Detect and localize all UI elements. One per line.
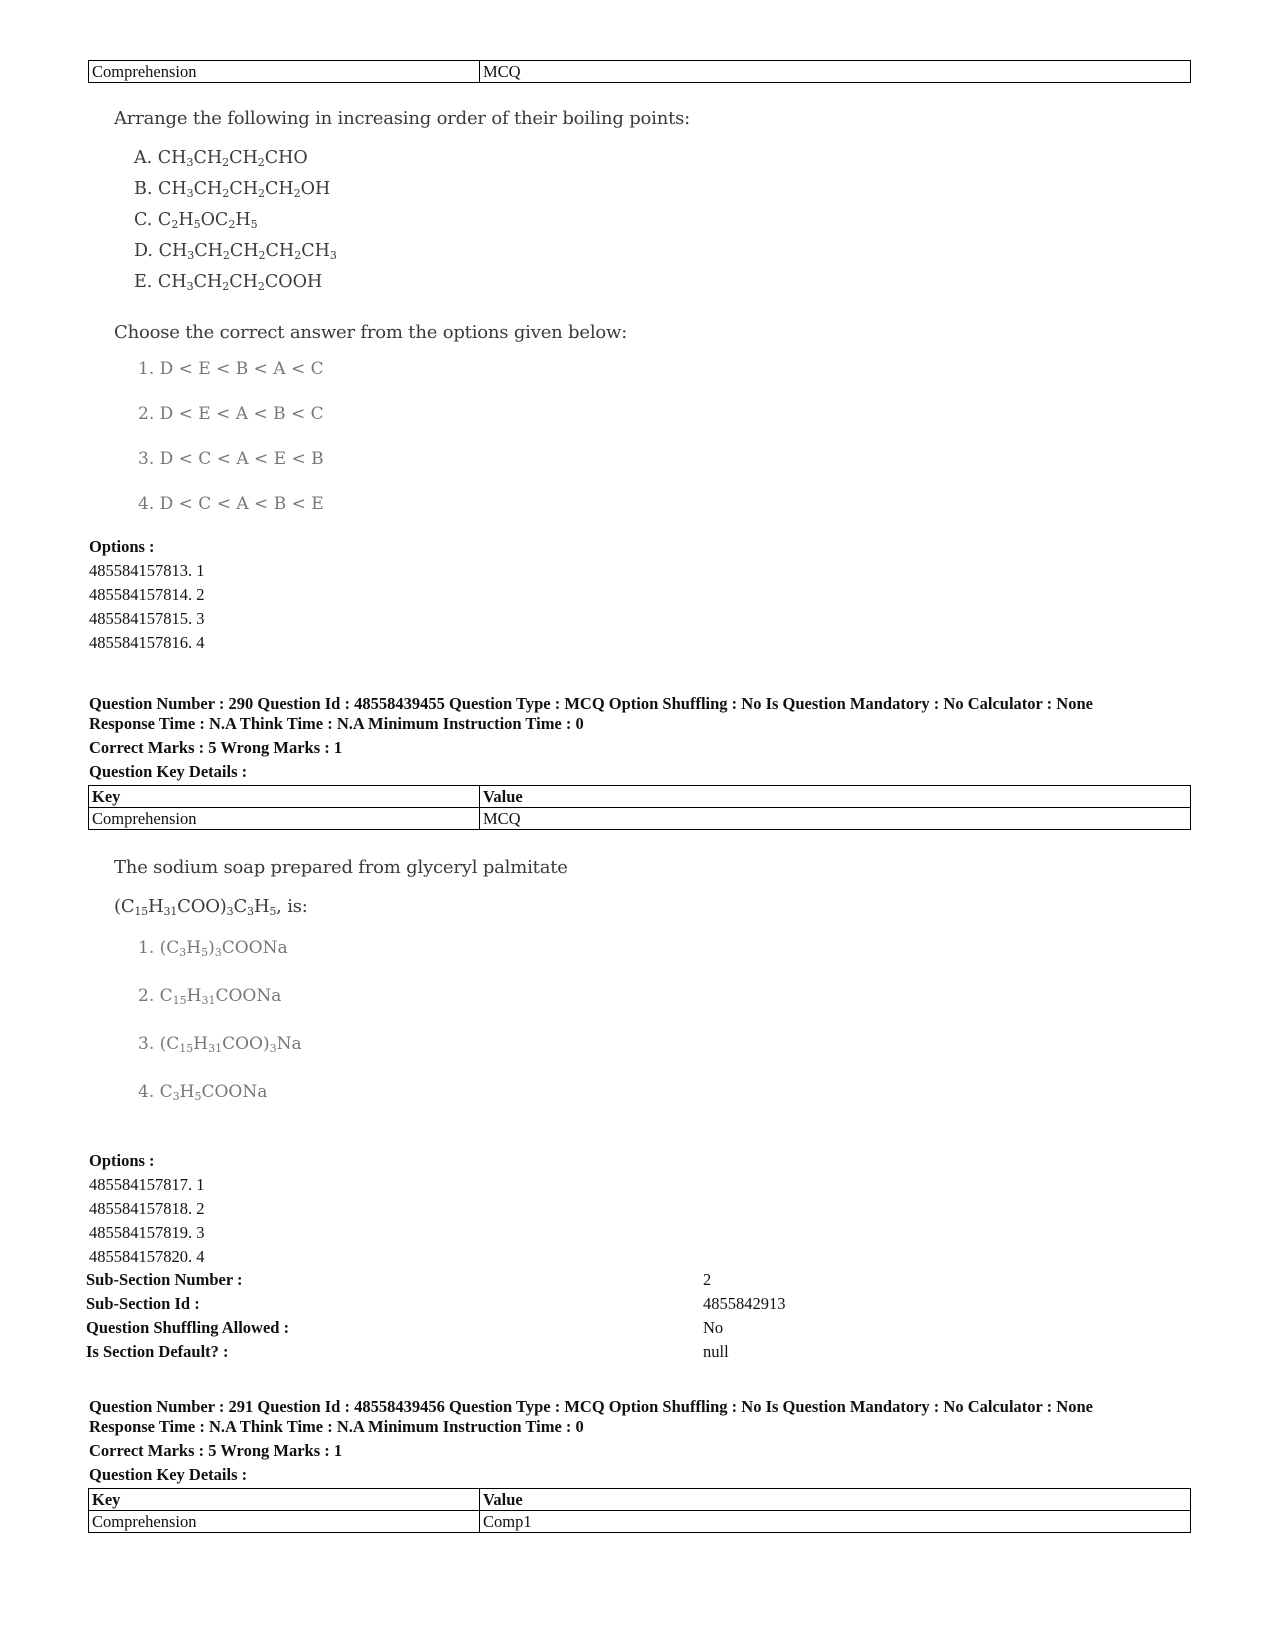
answer-choice-3: 3. D < C < A < E < B xyxy=(138,449,324,469)
options-label: Options : xyxy=(89,537,155,556)
subsection-row xyxy=(86,1318,986,1342)
compound-c: C. $C_2H_5OC_2H_5$ xyxy=(134,210,258,231)
table-row xyxy=(89,1511,1191,1533)
table-cell-value: MCQ xyxy=(480,61,1191,83)
question-image-290 xyxy=(114,857,568,1130)
choose-instruction: Choose the correct answer from the options given below: xyxy=(114,322,628,343)
option-item: 485584157816. 4 xyxy=(89,633,205,652)
subsection-value: No xyxy=(703,1318,724,1337)
subsection-info xyxy=(86,1270,986,1366)
option-item: 485584157818. 2 xyxy=(89,1199,205,1218)
compound-b: B. $CH_3CH_2CH_2CH_2OH$ xyxy=(134,179,331,200)
top-key-table xyxy=(88,60,1191,83)
table-header-value: Value xyxy=(480,1489,1191,1511)
question-key-details-label: Question Key Details : xyxy=(89,762,248,781)
answer-choices xyxy=(138,938,568,1130)
table-header-key: Key xyxy=(89,786,480,808)
subsection-value: null xyxy=(703,1342,729,1361)
table-cell-value: Comp1 xyxy=(480,1511,1191,1533)
subsection-row xyxy=(86,1342,986,1366)
table-header-row xyxy=(89,786,1191,808)
subsection-label: Sub-Section Id : xyxy=(86,1294,200,1313)
subsection-label: Question Shuffling Allowed : xyxy=(86,1318,290,1337)
question-stem: Arrange the following in increasing order of their boiling points: xyxy=(114,108,691,129)
table-cell-key: Comprehension xyxy=(89,61,480,83)
answer-choice-3: 3. $(C_{15}H_{31}COO)_3Na$ xyxy=(138,1034,302,1055)
table-header-row xyxy=(89,1489,1191,1511)
question-meta-line1: Question Number : 291 Question Id : 48558439456 Question Type : MCQ Option Shuffling : No Is Question Mandatory : No Calculator : None xyxy=(89,1397,1093,1416)
option-item: 485584157820. 4 xyxy=(89,1247,205,1266)
subsection-value: 4855842913 xyxy=(703,1294,786,1313)
question-marks: Correct Marks : 5 Wrong Marks : 1 xyxy=(89,738,343,757)
table-row xyxy=(89,808,1191,830)
table-row xyxy=(89,61,1191,83)
option-item: 485584157819. 3 xyxy=(89,1223,205,1242)
answer-choice-2: 2. D < E < A < B < C xyxy=(138,404,324,424)
question-stem: The sodium soap prepared from glyceryl palmitate xyxy=(114,857,568,878)
question-image-289 xyxy=(114,108,690,539)
compound-a: A. $CH_3CH_2CH_2CHO$ xyxy=(134,148,308,169)
options-block-290 xyxy=(89,1149,205,1269)
table-header-value: Value xyxy=(480,786,1191,808)
compound-e: E. $CH_3CH_2CH_2COOH$ xyxy=(134,272,323,293)
question-key-details-label: Question Key Details : xyxy=(89,1465,248,1484)
question-meta-line2: Response Time : N.A Think Time : N.A Minimum Instruction Time : 0 xyxy=(89,714,584,733)
question-marks: Correct Marks : 5 Wrong Marks : 1 xyxy=(89,1441,343,1460)
option-item: 485584157813. 1 xyxy=(89,561,205,580)
subsection-label: Is Section Default? : xyxy=(86,1342,229,1361)
table-cell-value: MCQ xyxy=(480,808,1191,830)
compound-list xyxy=(134,145,690,300)
answer-choice-2: 2. $C_{15}H_{31}COONa$ xyxy=(138,986,282,1007)
answer-choice-4: 4. D < C < A < B < E xyxy=(138,494,324,514)
question-meta-line2: Response Time : N.A Think Time : N.A Minimum Instruction Time : 0 xyxy=(89,1417,584,1436)
answer-choice-1: 1. D < E < B < A < C xyxy=(138,359,324,379)
subsection-row xyxy=(86,1294,986,1318)
table-cell-key: Comprehension xyxy=(89,1511,480,1533)
subsection-value: 2 xyxy=(703,1270,712,1289)
subsection-row xyxy=(86,1270,986,1294)
answer-choice-1: 1. $(C_3H_5)_3COONa$ xyxy=(138,938,288,959)
answer-choices xyxy=(138,359,690,539)
question-stem-formula: $(C_{15}H_{31}COO)_3C_3H_5$, is: xyxy=(114,896,308,918)
table-header-key: Key xyxy=(89,1489,480,1511)
table-cell-key: Comprehension xyxy=(89,808,480,830)
answer-choice-4: 4. $C_3H_5COONa$ xyxy=(138,1082,268,1103)
compound-d: D. $CH_3CH_2CH_2CH_2CH_3$ xyxy=(134,241,337,262)
subsection-label: Sub-Section Number : xyxy=(86,1270,243,1289)
question-key-table-291 xyxy=(88,1488,1191,1533)
question-meta-line1: Question Number : 290 Question Id : 48558439455 Question Type : MCQ Option Shuffling : No Is Question Mandatory : No Calculator : None xyxy=(89,694,1093,713)
option-item: 485584157814. 2 xyxy=(89,585,205,604)
question-key-table-290 xyxy=(88,785,1191,830)
options-block-289 xyxy=(89,535,205,655)
options-label: Options : xyxy=(89,1151,155,1170)
option-item: 485584157817. 1 xyxy=(89,1175,205,1194)
option-item: 485584157815. 3 xyxy=(89,609,205,628)
